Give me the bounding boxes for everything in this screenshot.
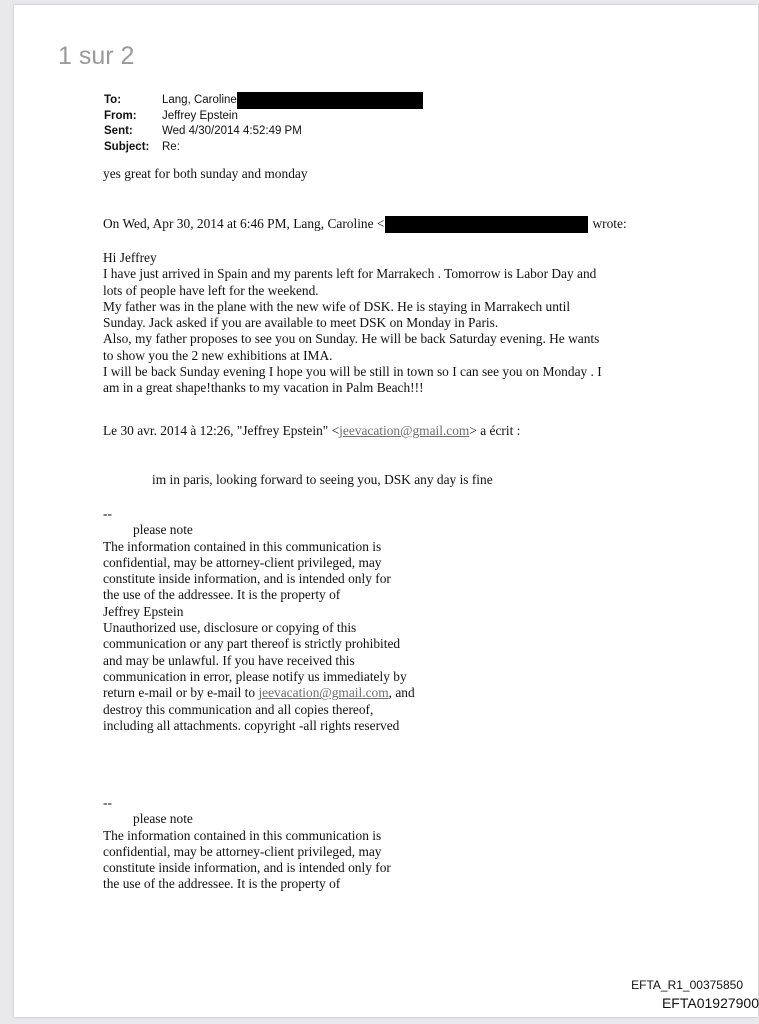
quote2-email-link[interactable]: jeevacation@gmail.com [339, 423, 470, 438]
disclaimer-email-link[interactable]: jeevacation@gmail.com [258, 685, 389, 701]
redaction-bar [385, 216, 588, 233]
disclaimer-line: confidential, may be attorney-client privileged, may [103, 843, 382, 859]
disclaimer-line: the use of the addressee. It is the property of [103, 587, 341, 603]
quote1-intro-suffix: wrote: [592, 216, 627, 232]
disclaimer-line: including all attachments. copyright -all rights reserved [103, 717, 400, 733]
quote2-intro [103, 423, 520, 439]
disclaimer-title: please note [133, 522, 193, 538]
disclaimer-line: constitute inside information, and is intended only for [103, 571, 391, 587]
quote1-intro [103, 216, 627, 233]
reply-body: yes great for both sunday and monday [103, 166, 308, 181]
quote2-body: im in paris, looking forward to seeing you, DSK any day is fine [152, 472, 493, 487]
disclaimer-line: constitute inside information, and is intended only for [103, 860, 391, 876]
quote2-intro-prefix: Le 30 avr. 2014 à 12:26, "Jeffrey Epstein" < [103, 423, 340, 438]
from-label: From: [104, 109, 137, 122]
quote1-line: I will be back Sunday evening I hope you will be still in town so I can see you on Monday . I [103, 364, 602, 380]
to-label: To: [104, 94, 122, 106]
quote1-line: lots of people have left for the weekend. [103, 282, 319, 298]
quote1-line: My father was in the plane with the new wife of DSK. He is staying in Marrakech until [103, 298, 571, 314]
disclaimer-line: The information contained in this communication is [103, 538, 382, 554]
quote1-body [103, 250, 602, 397]
footer-ref-1: EFTA_R1_00375850 [631, 978, 743, 992]
disclaimer-line: communication or any part thereof is strictly prohibited [103, 636, 401, 652]
quote1-line: Also, my father proposes to see you on Sunday. He will be back Saturday evening. He wants [103, 331, 600, 347]
sent-row [104, 124, 423, 140]
disclaimer-2 [103, 795, 391, 893]
disclaimer-1 [103, 506, 415, 734]
disclaimer-line: Jeffrey Epstein [103, 603, 184, 619]
quote1-line: am in a great shape!thanks to my vacation in Palm Beach!!! [103, 380, 424, 396]
subject-label: Subject: [104, 141, 150, 154]
disclaimer-line: The information contained in this communication is [103, 827, 382, 843]
quote1-line: I have just arrived in Spain and my parents left for Marrakech . Tomorrow is Labor Day and [103, 266, 597, 282]
disclaimer-email-prefix: return e-mail or by e-mail to [103, 685, 259, 701]
quote1-line: to show you the 2 new exhibitions at IMA. [103, 347, 333, 363]
page-counter: 1 sur 2 [58, 42, 135, 70]
quote1-line: Sunday. Jack asked if you are available to meet DSK on Monday in Paris. [103, 315, 499, 331]
quote1-line: Hi Jeffrey [103, 250, 157, 265]
to-row [104, 93, 423, 109]
footer-ref-2: EFTA01927900 [661, 995, 759, 1011]
disclaimer-line: confidential, may be attorney-client privileged, may [103, 554, 382, 570]
redaction-bar [237, 92, 423, 109]
disclaimer-line: destroy this communication and all copies thereof, [103, 701, 374, 717]
disclaimer-email-suffix: , and [388, 685, 415, 701]
sent-value: Wed 4/30/2014 4:52:49 PM [162, 125, 302, 138]
sent-label: Sent: [104, 125, 133, 138]
email-header [104, 93, 423, 156]
disclaimer-line: and may be unlawful. If you have received this [103, 652, 355, 668]
disclaimer-line: Unauthorized use, disclosure or copying of this [103, 620, 357, 636]
disclaimer-title: please note [133, 811, 193, 827]
disclaimer-separator: -- [103, 795, 112, 810]
quote1-intro-prefix: On Wed, Apr 30, 2014 at 6:46 PM, Lang, Caroline < [103, 216, 385, 232]
subject-row [104, 140, 423, 156]
disclaimer-line [103, 685, 415, 701]
disclaimer-line: the use of the addressee. It is the property of [103, 876, 341, 892]
from-value: Jeffrey Epstein [162, 109, 238, 122]
subject-value: Re: [162, 141, 180, 154]
to-value: Lang, Caroline [162, 94, 237, 106]
disclaimer-separator: -- [103, 506, 112, 521]
disclaimer-line: communication in error, please notify us immediately by [103, 668, 407, 684]
from-row [104, 109, 423, 125]
quote2-intro-suffix: > a écrit : [469, 423, 521, 438]
